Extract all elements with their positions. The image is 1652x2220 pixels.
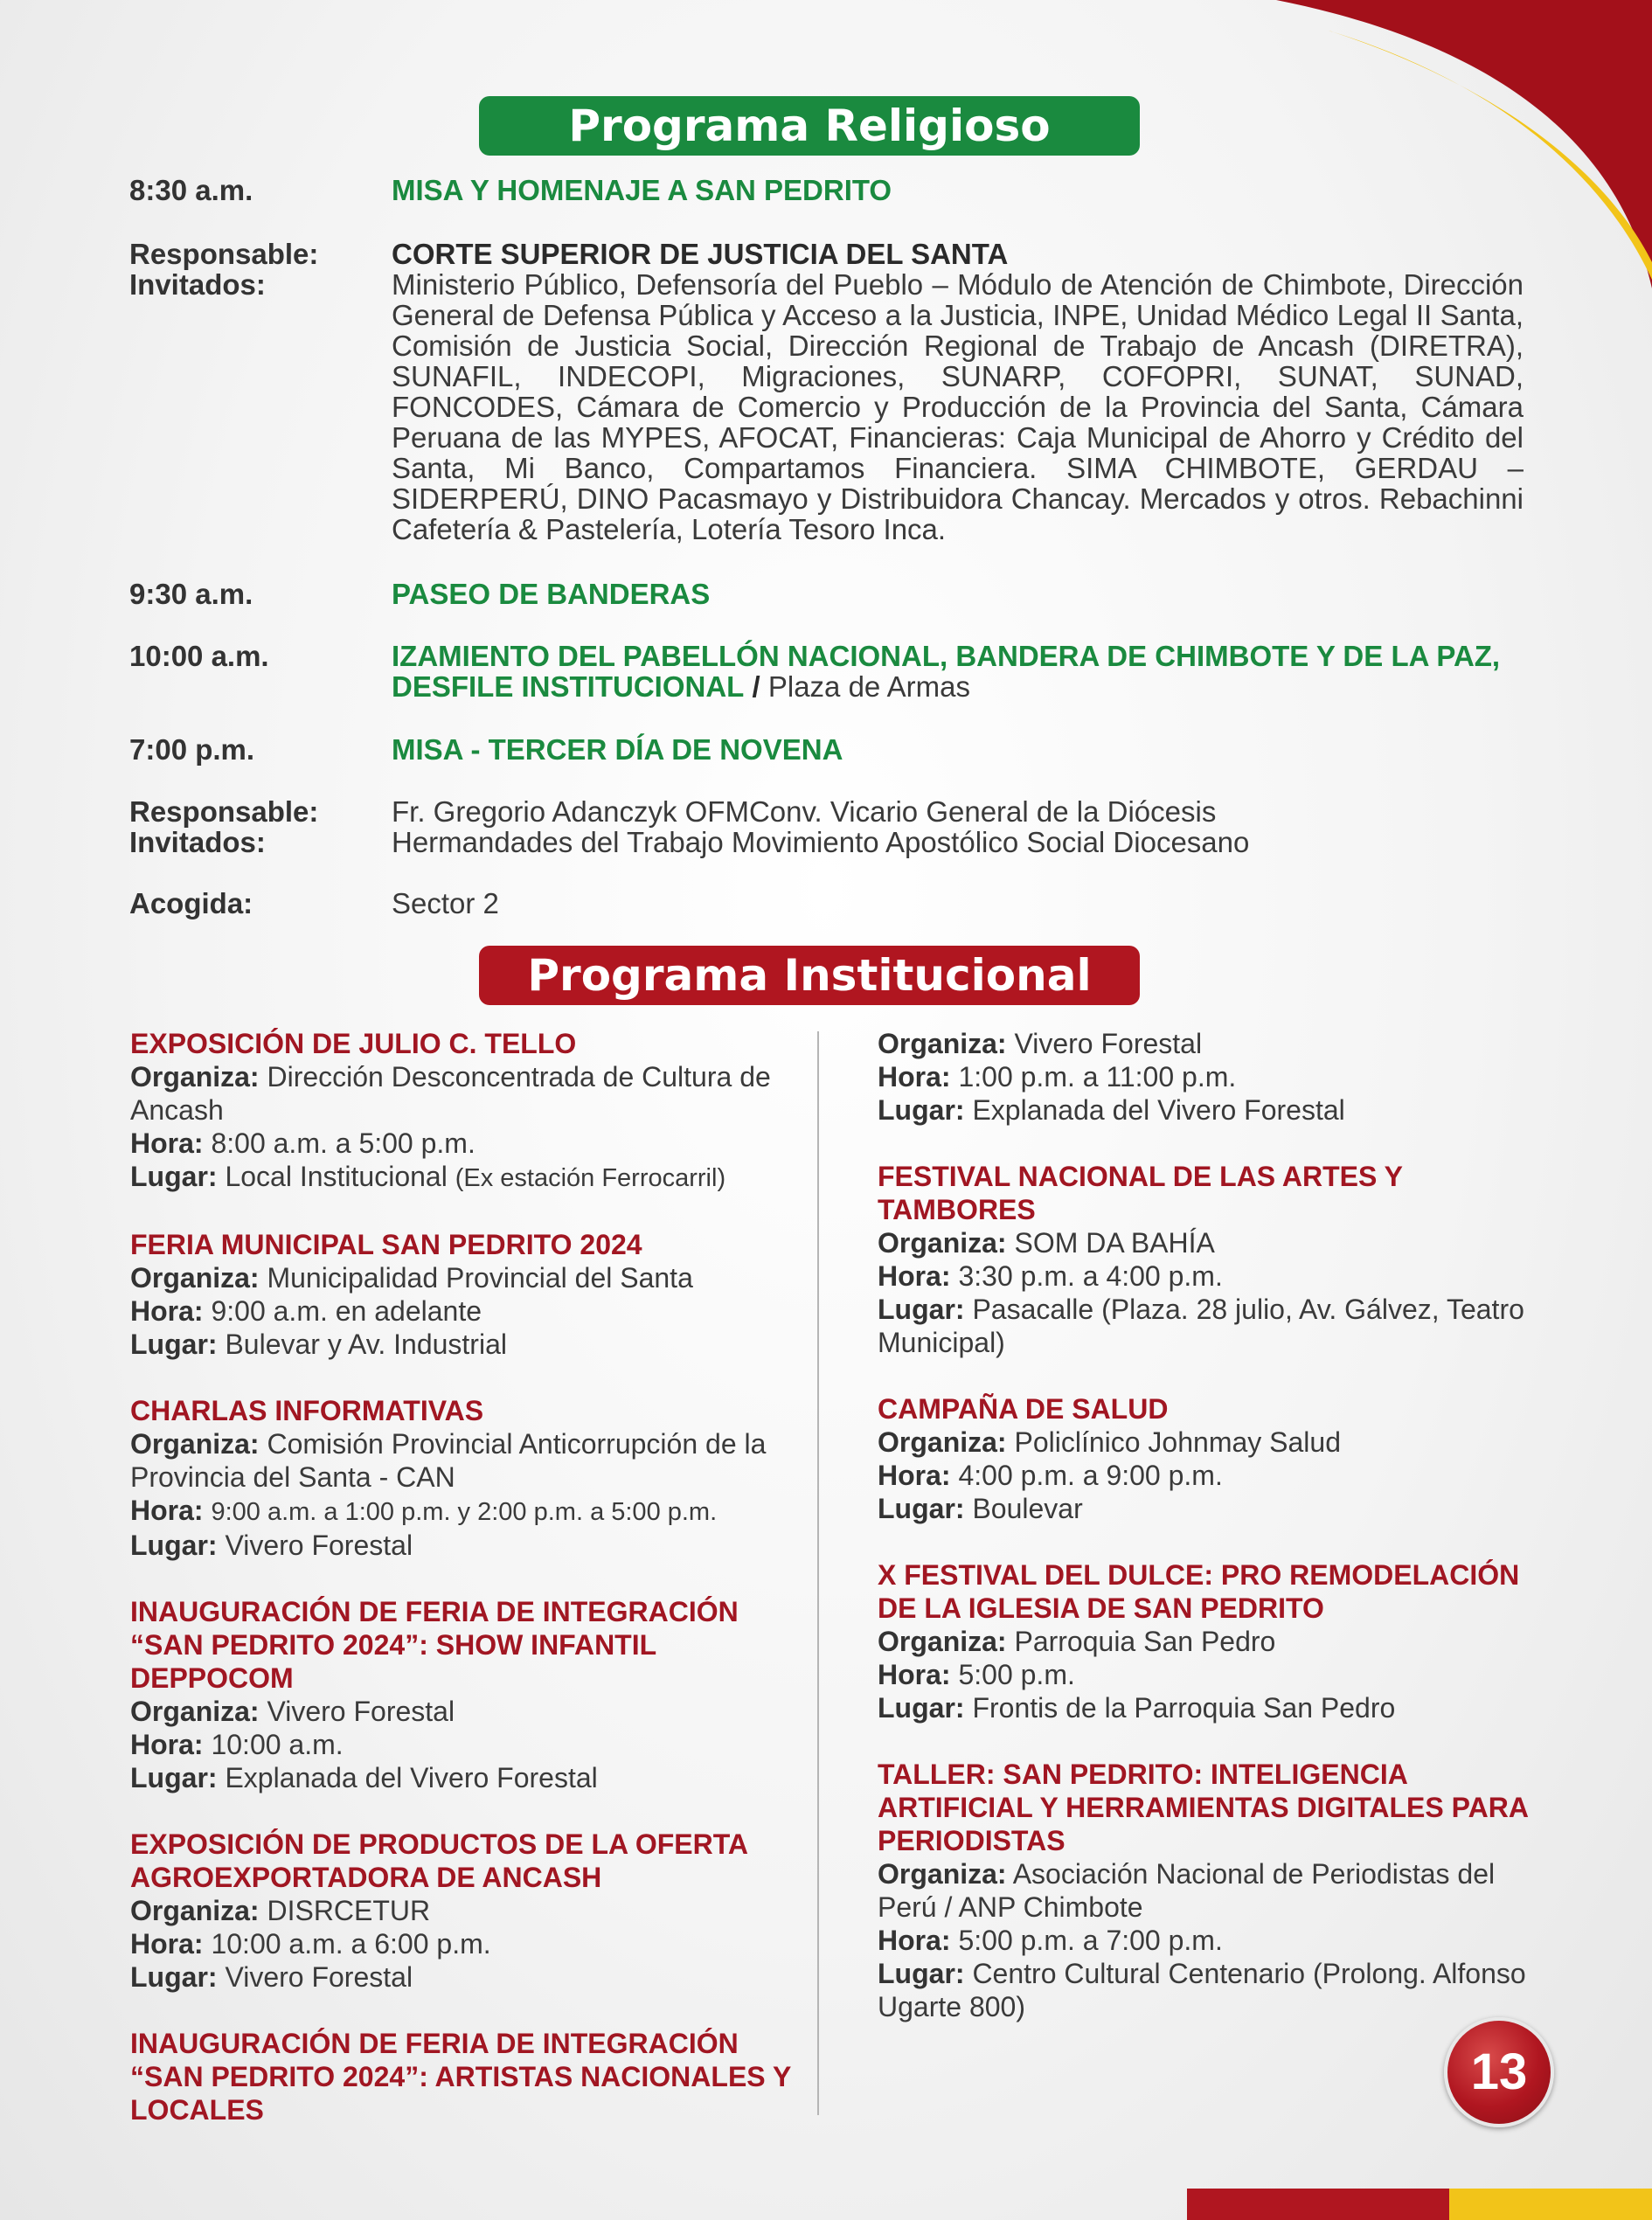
hora-label: Hora:	[878, 1659, 951, 1690]
event-time: 8:30 a.m.	[129, 174, 253, 206]
religious-event-izamiento	[129, 641, 1524, 702]
organiza-value: DISRCETUR	[267, 1895, 431, 1926]
lugar-label: Lugar:	[878, 1094, 965, 1126]
organiza-label: Organiza:	[878, 1028, 1007, 1059]
event-title: FERIA MUNICIPAL SAN PEDRITO 2024	[130, 1229, 642, 1260]
invitados-label: Invitados:	[129, 268, 266, 301]
hora-label: Hora:	[130, 1928, 204, 1960]
event-title: CAMPAÑA DE SALUD	[878, 1393, 1169, 1425]
institucional-right-column	[878, 1027, 1559, 2057]
event-title: MISA Y HOMENAJE A SAN PEDRITO	[392, 174, 892, 206]
lugar-label: Lugar:	[130, 1530, 218, 1561]
lugar-label: Lugar:	[878, 1294, 965, 1325]
lugar-label: Lugar:	[130, 1961, 218, 1993]
organiza-value: Asociación Nacional de Periodistas del Perú / ANP Chimbote	[878, 1858, 1496, 1923]
organiza-label: Organiza:	[130, 1061, 260, 1093]
organiza-value: Vivero Forestal	[267, 1696, 455, 1727]
lugar-value: Frontis de la Parroquia San Pedro	[972, 1692, 1396, 1724]
organiza-label: Organiza:	[130, 1428, 260, 1460]
event-time: 10:00 a.m.	[129, 640, 269, 672]
lugar-label: Lugar:	[878, 1493, 965, 1524]
lugar-value: Boulevar	[972, 1493, 1083, 1524]
organiza-value: Parroquia San Pedro	[1014, 1626, 1276, 1657]
lugar-value: Vivero Forestal	[225, 1961, 413, 1993]
lugar-label: Lugar:	[878, 1692, 965, 1724]
hora-label: Hora:	[878, 1260, 951, 1292]
organiza-label: Organiza:	[878, 1858, 1007, 1890]
event-title: FESTIVAL NACIONAL DE LAS ARTES Y TAMBORES	[878, 1161, 1403, 1225]
lugar-label: Lugar:	[878, 1958, 965, 1989]
institucional-left-column	[130, 1027, 812, 2160]
responsable-value: CORTE SUPERIOR DE JUSTICIA DEL SANTA	[392, 238, 1009, 270]
hora-value: 9:00 a.m. en adelante	[211, 1295, 482, 1327]
event-item	[130, 1228, 812, 1361]
event-title: CHARLAS INFORMATIVAS	[130, 1395, 484, 1426]
programa-institucional-heading: Programa Institucional	[479, 946, 1140, 1005]
event-title: IZAMIENTO DEL PABELLÓN NACIONAL, BANDERA DE CHIMBOTE Y DE LA PAZ, DESFILE INSTITUCIONAL	[392, 640, 1501, 703]
organiza-value: Policlínico Johnmay Salud	[1014, 1426, 1341, 1458]
organiza-value: SOM DA BAHÍA	[1014, 1227, 1215, 1259]
event-item	[878, 1160, 1559, 1359]
event-item	[878, 1392, 1559, 1525]
lugar-value: Centro Cultural Centenario (Prolong. Alfonso Ugarte 800)	[878, 1958, 1526, 2022]
hora-label: Hora:	[130, 1295, 204, 1327]
organiza-value: Municipalidad Provincial del Santa	[267, 1262, 693, 1294]
religious-event-novena-details	[129, 796, 1524, 857]
hora-value: 3:30 p.m. a 4:00 p.m.	[958, 1260, 1223, 1292]
hora-label: Hora:	[878, 1925, 951, 1956]
event-title: TALLER: SAN PEDRITO: INTELIGENCIA ARTIFICIAL Y HERRAMIENTAS DIGITALES PARA PERIODISTAS	[878, 1759, 1528, 1856]
event-time: 9:30 a.m.	[129, 578, 253, 610]
religious-event-misa-novena	[129, 734, 1524, 765]
responsable-label: Responsable:	[129, 795, 319, 828]
hora-label: Hora:	[878, 1460, 951, 1491]
event-item	[130, 2027, 812, 2126]
organiza-label: Organiza:	[878, 1227, 1007, 1259]
event-place: Plaza de Armas	[767, 670, 970, 703]
event-item	[130, 1595, 812, 1794]
hora-value: 9:00 a.m. a 1:00 p.m. y 2:00 p.m. a 5:00 p.m.	[211, 1498, 718, 1526]
programa-religioso-heading: Programa Religioso	[479, 96, 1140, 156]
hora-value: 10:00 a.m.	[211, 1729, 344, 1760]
acogida-label: Acogida:	[129, 887, 253, 919]
lugar-label: Lugar:	[130, 1161, 218, 1192]
event-title: INAUGURACIÓN DE FERIA DE INTEGRACIÓN “SAN PEDRITO 2024”: SHOW INFANTIL DEPPOCOM	[130, 1596, 739, 1694]
hora-label: Hora:	[878, 1061, 951, 1093]
organiza-label: Organiza:	[878, 1626, 1007, 1657]
organiza-value: Vivero Forestal	[1014, 1028, 1203, 1059]
responsable-label: Responsable:	[129, 238, 319, 270]
event-time: 7:00 p.m.	[129, 733, 255, 766]
acogida-value: Sector 2	[392, 887, 499, 919]
event-item	[878, 1758, 1559, 2023]
event-item	[130, 1828, 812, 1994]
acogida-row	[129, 888, 1524, 919]
hora-label: Hora:	[130, 1495, 204, 1526]
footer-red-segment	[1187, 2189, 1449, 2220]
event-title: X FESTIVAL DEL DULCE: PRO REMODELACIÓN DE LA IGLESIA DE SAN PEDRITO	[878, 1559, 1520, 1624]
hora-label: Hora:	[130, 1729, 204, 1760]
lugar-value: Vivero Forestal	[225, 1530, 413, 1561]
event-title: MISA - TERCER DÍA DE NOVENA	[392, 733, 843, 766]
hora-label: Hora:	[130, 1127, 204, 1159]
event-item	[878, 1027, 1559, 1127]
religious-event-misa-homenaje	[129, 175, 1524, 205]
column-divider	[817, 1031, 819, 2115]
organiza-label: Organiza:	[878, 1426, 1007, 1458]
page-number-badge: 13	[1444, 2017, 1554, 2127]
lugar-value: Explanada del Vivero Forestal	[225, 1762, 598, 1793]
event-title: PASEO DE BANDERAS	[392, 578, 711, 610]
religious-event-paseo-banderas	[129, 579, 1524, 609]
invitados-label: Invitados:	[129, 826, 266, 858]
hora-value: 4:00 p.m. a 9:00 p.m.	[958, 1460, 1223, 1491]
lugar-value: Bulevar y Av. Industrial	[225, 1329, 507, 1360]
event-item	[130, 1027, 812, 1195]
lugar-label: Lugar:	[130, 1762, 218, 1793]
organiza-label: Organiza:	[130, 1262, 260, 1294]
invitados-value: Ministerio Público, Defensoría del Pueblo – Módulo de Atención de Chimbote, Dirección General de Defensa Pública y Acceso a la Justicia, INPE, Unidad Médico Legal II Santa, Comisión de Justicia Social, Dirección Regional de Trabajo de Ancash (DIRETRA), SUNAFIL, INDECOPI, Migraciones, SUNARP, COFOPRI, SUNAT, SUNAD, FONCODES, Cámara de Comercio y Producción de la Provincia del Santa, Cámara Peruana de las MYPES, AFOCAT, Financieras: Caja Municipal de Ahorro y Crédito del Santa, Mi Banco, Compartamos Financiera. SIMA CHIMBOTE, GERDAU –SIDERPERÚ, DINO Pacasmayo y Distribuidora Chancay. Mercados y otros. Rebachinni Cafetería & Pastelería, Lotería Tesoro Inca.	[392, 268, 1524, 545]
religious-event-details	[129, 239, 1524, 545]
event-item	[130, 1394, 812, 1562]
lugar-value: Explanada del Vivero Forestal	[972, 1094, 1345, 1126]
lugar-note: (Ex estación Ferrocarril)	[455, 1164, 726, 1192]
organiza-label: Organiza:	[130, 1696, 260, 1727]
organiza-value: Dirección Desconcentrada de Cultura de Ancash	[130, 1061, 771, 1126]
invitados-value: Hermandades del Trabajo Movimiento Apostólico Social Diocesano	[392, 826, 1250, 858]
lugar-value: Local Institucional	[225, 1161, 448, 1192]
lugar-value: Pasacalle (Plaza. 28 julio, Av. Gálvez, Teatro Municipal)	[878, 1294, 1524, 1358]
footer-color-bar	[1187, 2189, 1652, 2220]
event-item	[878, 1558, 1559, 1724]
hora-value: 1:00 p.m. a 11:00 p.m.	[958, 1061, 1237, 1093]
hora-value: 8:00 a.m. a 5:00 p.m.	[211, 1127, 475, 1159]
hora-value: 5:00 p.m. a 7:00 p.m.	[958, 1925, 1223, 1956]
footer-yellow-segment	[1449, 2189, 1652, 2220]
lugar-label: Lugar:	[130, 1329, 218, 1360]
hora-value: 5:00 p.m.	[958, 1659, 1075, 1690]
organiza-label: Organiza:	[130, 1895, 260, 1926]
event-separator: /	[752, 670, 760, 703]
hora-value: 10:00 a.m. a 6:00 p.m.	[211, 1928, 491, 1960]
event-title: EXPOSICIÓN DE JULIO C. TELLO	[130, 1028, 577, 1059]
event-title: INAUGURACIÓN DE FERIA DE INTEGRACIÓN “SAN PEDRITO 2024”: ARTISTAS NACIONALES Y LOCALES	[130, 2028, 791, 2126]
responsable-value: Fr. Gregorio Adanczyk OFMConv. Vicario General de la Diócesis	[392, 795, 1217, 828]
organiza-value: Comisión Provincial Anticorrupción de la Provincia del Santa - CAN	[130, 1428, 767, 1493]
event-title: EXPOSICIÓN DE PRODUCTOS DE LA OFERTA AGROEXPORTADORA DE ANCASH	[130, 1828, 747, 1893]
